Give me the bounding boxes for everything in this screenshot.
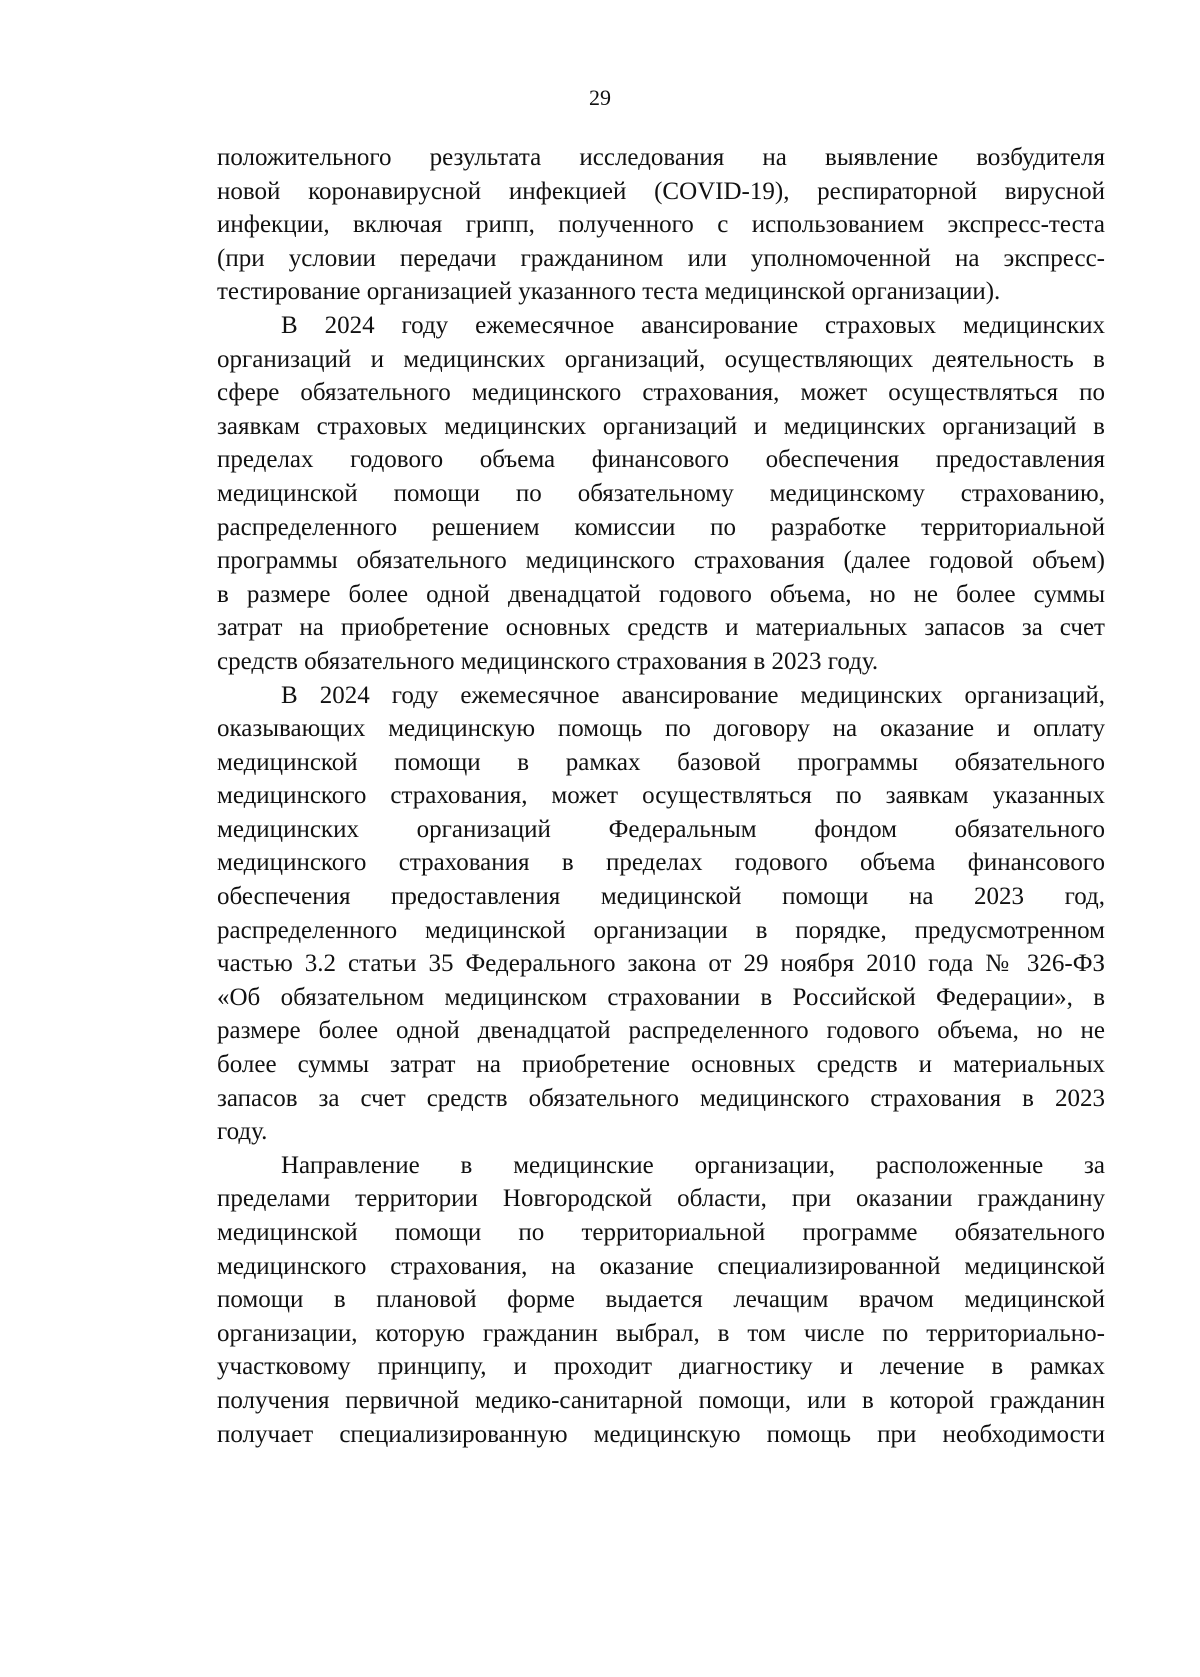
text-line: тестирование организацией указанного теста медицинской организации). <box>217 278 1001 306</box>
text-line: пределах годового объема финансового обеспечения предоставления <box>217 446 1105 474</box>
text-line: В 2024 году ежемесячное авансирование страховых медицинских <box>281 311 1105 339</box>
text-line: частью 3.2 статьи 35 Федерального закона от 29 ноября 2010 года № 326-ФЗ <box>217 950 1105 978</box>
text-line: запасов за счет средств обязательного медицинского страхования в 2023 <box>217 1084 1105 1112</box>
paragraph-2 <box>217 309 1105 679</box>
text-line: медицинской помощи по территориальной программе обязательного <box>217 1219 1105 1246</box>
text-line: затрат на приобретение основных средств и материальных запасов за счет <box>217 614 1105 642</box>
text-line: программы обязательного медицинского страхования (далее годовой объем) <box>217 547 1105 575</box>
text-line: Направление в медицинские организации, расположенные за <box>281 1151 1105 1179</box>
paragraph-3 <box>217 679 1105 1149</box>
text-line: распределенного медицинской организации в порядке, предусмотренном <box>217 916 1105 944</box>
text-line: пределами территории Новгородской области, при оказании гражданину <box>217 1185 1105 1213</box>
paragraph-1 <box>217 141 1105 309</box>
text-line: В 2024 году ежемесячное авансирование медицинских организаций, <box>281 681 1105 709</box>
text-line: в размере более одной двенадцатой годового объема, но не более суммы <box>217 580 1105 608</box>
paragraph-4 <box>217 1149 1105 1451</box>
text-line: медицинских организаций Федеральным фондом обязательного <box>217 815 1105 843</box>
text-line: обеспечения предоставления медицинской помощи на 2023 год, <box>217 883 1105 911</box>
text-line: медицинского страхования, может осуществляться по заявкам указанных <box>217 782 1105 810</box>
text-line: заявкам страховых медицинских организаций и медицинских организаций в <box>217 412 1105 440</box>
text-line: участковому принципу, и проходит диагностику и лечение в рамках <box>217 1353 1105 1381</box>
page-number: 29 <box>589 85 611 110</box>
text-line: «Об обязательном медицинском страховании в Российской Федерации», в <box>217 983 1105 1011</box>
text-line: получает специализированную медицинскую помощь при необходимости <box>217 1420 1105 1448</box>
text-line: оказывающих медицинскую помощь по договору на оказание и оплату <box>217 715 1105 743</box>
text-line: средств обязательного медицинского страхования в 2023 году. <box>217 647 879 675</box>
text-line: году. <box>217 1118 268 1146</box>
text-line: помощи в плановой форме выдается лечащим врачом медицинской <box>217 1286 1105 1314</box>
text-line: получения первичной медико-санитарной помощи, или в которой гражданин <box>217 1386 1105 1414</box>
text-line: медицинской помощи в рамках базовой программы обязательного <box>217 748 1105 776</box>
text-line: медицинской помощи по обязательному медицинскому страхованию, <box>217 479 1105 507</box>
text-line: организации, которую гражданин выбрал, в том числе по территориально- <box>217 1319 1105 1347</box>
document-body <box>217 141 1105 1451</box>
text-line: сфере обязательного медицинского страхования, может осуществляться по <box>217 379 1105 407</box>
text-line: положительного результата исследования на выявление возбудителя <box>217 144 1105 171</box>
text-line: медицинского страхования, на оказание специализированной медицинской <box>217 1252 1105 1280</box>
text-line: инфекции, включая грипп, полученного с использованием экспресс-теста <box>217 211 1105 239</box>
text-line: размере более одной двенадцатой распределенного годового объема, но не <box>217 1017 1105 1045</box>
text-line: медицинского страхования в пределах годового объема финансового <box>217 849 1105 877</box>
text-line: новой коронавирусной инфекцией (COVID-19), респираторной вирусной <box>217 177 1105 205</box>
text-line: (при условии передачи гражданином или уполномоченной на экспресс- <box>217 244 1105 272</box>
text-line: более суммы затрат на приобретение основных средств и материальных <box>217 1051 1105 1079</box>
text-line: распределенного решением комиссии по разработке территориальной <box>217 513 1105 541</box>
text-line: организаций и медицинских организаций, осуществляющих деятельность в <box>217 345 1105 373</box>
